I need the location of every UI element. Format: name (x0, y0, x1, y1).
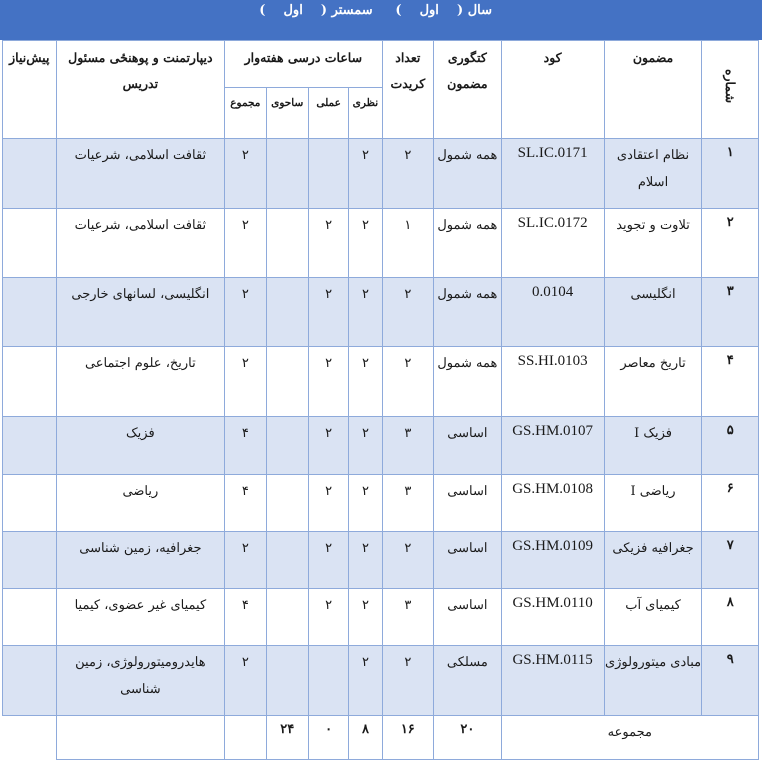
cell-department: کیمیای غیر عضوی، کیمیا (56, 589, 225, 646)
table-row (3, 417, 759, 475)
cell-number: ۱ (702, 139, 759, 209)
cell-theory: ۲ (349, 278, 382, 347)
cell-prereq (3, 417, 57, 475)
cell-number: ۹ (702, 646, 759, 716)
curriculum-table (2, 40, 759, 760)
cell-category: همه شمول (434, 209, 502, 278)
totals-self-study: ۰ (308, 716, 348, 760)
cell-theory: ۲ (349, 209, 382, 278)
cell-prereq (3, 646, 57, 716)
cell-department: فزیک (56, 417, 225, 475)
cell-total: ۲ (225, 139, 266, 209)
cell-total: ۲ (225, 278, 266, 347)
col-credits: تعداد کریدت (382, 41, 433, 139)
cell-credits: ۲ (382, 139, 433, 209)
cell-self-study (266, 646, 308, 716)
totals-prereq (56, 716, 225, 760)
col-theory: نظری (349, 88, 382, 139)
totals-row (3, 716, 759, 760)
cell-practical: ۲ (308, 347, 348, 417)
cell-category: اساسی (434, 589, 502, 646)
cell-total: ۴ (225, 589, 266, 646)
cell-theory: ۲ (349, 417, 382, 475)
cell-category: اساسی (434, 532, 502, 589)
cell-self-study (266, 475, 308, 532)
cell-credits: ۲ (382, 646, 433, 716)
col-category: کتگوری مضمون (434, 41, 502, 139)
cell-department: ریاضی (56, 475, 225, 532)
header-banner (0, 0, 762, 40)
table-row (3, 139, 759, 209)
cell-theory: ۲ (349, 589, 382, 646)
cell-number: ۵ (702, 417, 759, 475)
cell-total: ۲ (225, 209, 266, 278)
cell-self-study (266, 278, 308, 347)
cell-number: ۴ (702, 347, 759, 417)
cell-code: GS.HM.0115 (501, 646, 604, 716)
cell-total: ۴ (225, 417, 266, 475)
col-prereq: پیش‌نیاز (3, 41, 57, 139)
cell-credits: ۱ (382, 209, 433, 278)
cell-self-study (266, 209, 308, 278)
cell-subject: مبادی میتورولوژی (604, 646, 702, 716)
totals-department (225, 716, 266, 760)
cell-prereq (3, 475, 57, 532)
cell-prereq (3, 209, 57, 278)
cell-credits: ۲ (382, 347, 433, 417)
col-hours-group: ساعات درسی هفته‌وار (225, 41, 382, 88)
cell-practical: ۲ (308, 475, 348, 532)
cell-practical: ۲ (308, 589, 348, 646)
cell-category: همه شمول (434, 139, 502, 209)
totals-theory: ۱۶ (382, 716, 433, 760)
cell-category: همه شمول (434, 278, 502, 347)
cell-prereq (3, 139, 57, 209)
table-row (3, 532, 759, 589)
cell-department: هایدرومیتورولوژی، زمین شناسی (56, 646, 225, 716)
cell-theory: ۲ (349, 347, 382, 417)
cell-theory: ۲ (349, 646, 382, 716)
cell-code: GS.HM.0110 (501, 589, 604, 646)
cell-category: همه شمول (434, 347, 502, 417)
cell-code: GS.HM.0109 (501, 532, 604, 589)
cell-code: SS.HI.0103 (501, 347, 604, 417)
col-self-study: ساحوی (266, 88, 308, 139)
cell-number: ۲ (702, 209, 759, 278)
cell-category: اساسی (434, 475, 502, 532)
cell-prereq (3, 589, 57, 646)
cell-prereq (3, 278, 57, 347)
col-subject: مضمون (604, 41, 702, 139)
cell-total: ۲ (225, 646, 266, 716)
table-row (3, 589, 759, 646)
cell-code: GS.HM.0108 (501, 475, 604, 532)
cell-department: جغرافیه، زمین شناسی (56, 532, 225, 589)
totals-credits: ۲۰ (434, 716, 502, 760)
cell-prereq (3, 347, 57, 417)
table-row (3, 347, 759, 417)
cell-credits: ۳ (382, 475, 433, 532)
cell-total: ۲ (225, 532, 266, 589)
cell-code: SL.IC.0172 (501, 209, 604, 278)
totals-practical: ۸ (349, 716, 382, 760)
col-total: مجموع (225, 88, 266, 139)
cell-practical: ۲ (308, 532, 348, 589)
cell-self-study (266, 589, 308, 646)
cell-practical: ۲ (308, 278, 348, 347)
cell-subject: ریاضی I (604, 475, 702, 532)
cell-department: ثقافت اسلامی، شرعیات (56, 139, 225, 209)
year-semester-title: سال ( اول ) سمستر ( اول ) (259, 3, 492, 18)
table-row (3, 209, 759, 278)
table-row (3, 278, 759, 347)
cell-category: مسلکی (434, 646, 502, 716)
cell-total: ۲ (225, 347, 266, 417)
cell-self-study (266, 532, 308, 589)
cell-department: تاریخ، علوم اجتماعی (56, 347, 225, 417)
cell-subject: فزیک I (604, 417, 702, 475)
cell-credits: ۳ (382, 589, 433, 646)
col-code: کود (501, 41, 604, 139)
cell-self-study (266, 417, 308, 475)
cell-self-study (266, 347, 308, 417)
cell-practical (308, 139, 348, 209)
totals-total: ۲۴ (266, 716, 308, 760)
col-practical: عملی (308, 88, 348, 139)
cell-credits: ۳ (382, 417, 433, 475)
cell-subject: تاریخ معاصر (604, 347, 702, 417)
cell-credits: ۲ (382, 278, 433, 347)
cell-credits: ۲ (382, 532, 433, 589)
cell-prereq (3, 532, 57, 589)
cell-total: ۴ (225, 475, 266, 532)
cell-practical: ۲ (308, 209, 348, 278)
cell-subject: کیمیای آب (604, 589, 702, 646)
cell-department: ثقافت اسلامی، شرعیات (56, 209, 225, 278)
cell-number: ۷ (702, 532, 759, 589)
table-row (3, 646, 759, 716)
cell-number: ۸ (702, 589, 759, 646)
table-row (3, 475, 759, 532)
cell-number: ۶ (702, 475, 759, 532)
cell-code: 0.0104 (501, 278, 604, 347)
cell-subject: انگلیسی (604, 278, 702, 347)
cell-subject: جغرافیه فزیکی (604, 532, 702, 589)
col-number: شماره (702, 41, 759, 139)
cell-code: GS.HM.0107 (501, 417, 604, 475)
col-department: دیپارتمنت و پوهنځی مسئول تدریس (56, 41, 225, 139)
cell-self-study (266, 139, 308, 209)
totals-label: مجموعه (501, 716, 758, 760)
cell-theory: ۲ (349, 475, 382, 532)
cell-department: انگلیسی، لسانهای خارجی (56, 278, 225, 347)
cell-subject: نظام اعتقادی اسلام (604, 139, 702, 209)
cell-theory: ۲ (349, 532, 382, 589)
cell-theory: ۲ (349, 139, 382, 209)
cell-category: اساسی (434, 417, 502, 475)
cell-code: SL.IC.0171 (501, 139, 604, 209)
cell-practical (308, 646, 348, 716)
cell-practical: ۲ (308, 417, 348, 475)
cell-subject: تلاوت و تجوید (604, 209, 702, 278)
cell-number: ۳ (702, 278, 759, 347)
